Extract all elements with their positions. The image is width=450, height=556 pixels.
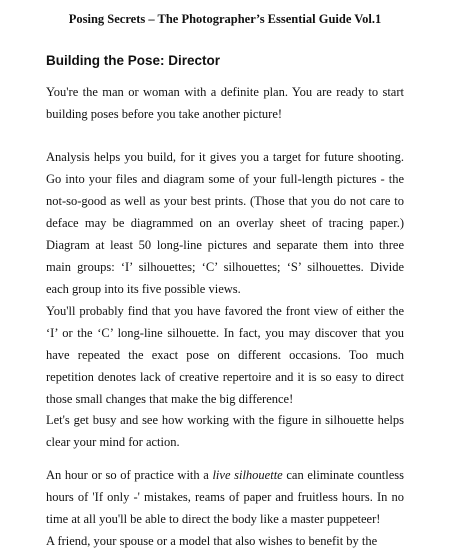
paragraph-5	[46, 464, 404, 530]
section-heading: Building the Pose: Director	[46, 53, 221, 68]
paragraph-5-text-end: can eliminate countless hours of 'If only -' mistakes, reams of paper and fruitless hours. In no time at all you'll be able to direct the body like a master puppeteer!	[46, 468, 404, 526]
paragraph-2: Analysis helps you build, for it gives you a target for future shooting. Go into your files and diagram some of your full-length pictures - the not-so-good as well as your best prints. (Those that you do not care to deface may be diagrammed on an overlay sheet of tracing paper.) Diagram at least 50 long-line pictures and separate them into three main groups: ‘I’ silhouettes; ‘C’ silhouettes; ‘S’ silhouettes. Divide each group into its five possible views.	[46, 150, 404, 296]
paragraph-5-emphasis: live silhouette	[212, 468, 283, 482]
paragraph-1: You're the man or woman with a definite plan. You are ready to start building poses before you take another picture!	[46, 85, 404, 121]
paragraph-5-text-start: An hour or so of practice with a	[46, 468, 213, 482]
paragraph-3: You'll probably find that you have favored the front view of either the ‘I’ or the ‘C’ long-line silhouette. In fact, you may discover that you have repeated the exact pose on different occasions. Too much repetition denotes lack of creative repertoire and it is so easy to direct those small changes that make the big difference!	[46, 304, 404, 406]
running-header: Posing Secrets – The Photographer’s Essential Guide Vol.1	[68, 12, 382, 26]
paragraph-6: A friend, your spouse or a model that also wishes to benefit by the	[46, 534, 378, 548]
paragraph-4: Let's get busy and see how working with the figure in silhouette helps clear your mind for action.	[46, 413, 404, 449]
